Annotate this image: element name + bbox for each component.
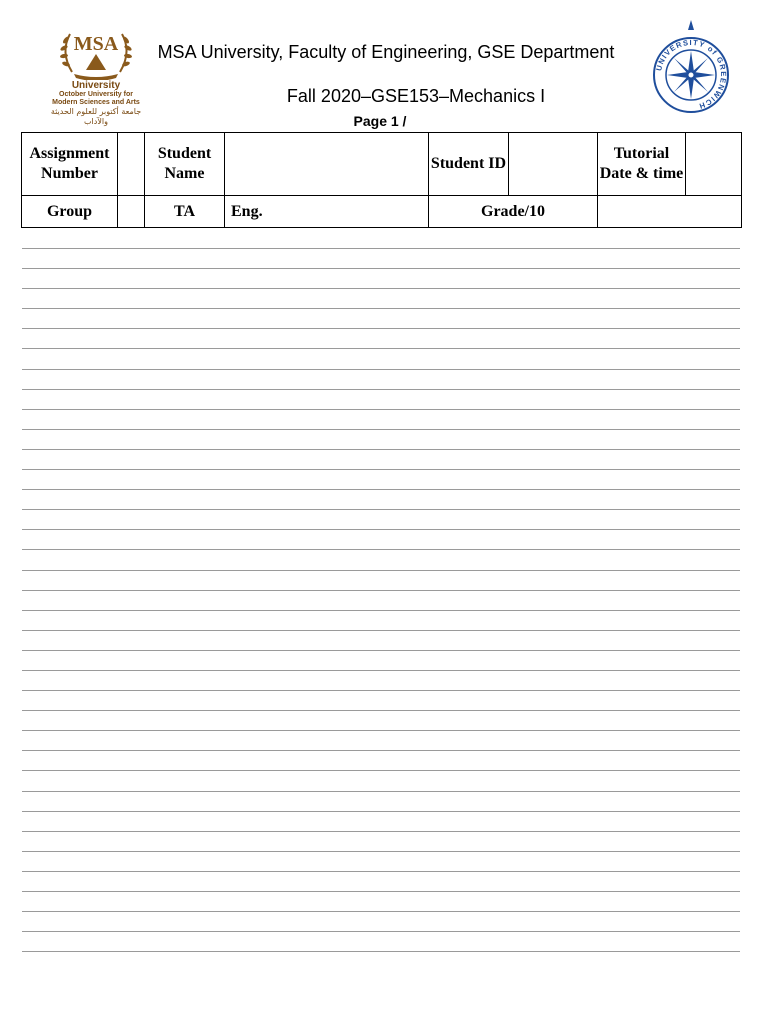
ruled-line: [22, 630, 740, 650]
student-id-field[interactable]: [509, 133, 598, 196]
ruled-line: [22, 409, 740, 429]
msa-logo-mark: MSA: [73, 33, 119, 55]
ruled-line: [22, 248, 740, 268]
course-title: Fall 2020–GSE153–Mechanics I: [286, 86, 546, 106]
msa-laurel-emblem: [56, 28, 136, 80]
ruled-line: [22, 951, 740, 971]
msa-university-logo: [40, 28, 152, 124]
group-label: Group: [22, 196, 118, 228]
msa-logo-line2: October University for: [59, 91, 133, 98]
ruled-line: [22, 429, 740, 449]
ruled-line: [22, 449, 740, 469]
ruled-line: [22, 590, 740, 610]
ruled-line: [22, 891, 740, 911]
ruled-line: [22, 529, 740, 549]
ruled-line: [22, 750, 740, 770]
ruled-line: [22, 911, 740, 931]
ruled-line: [22, 348, 740, 368]
student-info-table: [21, 132, 742, 228]
student-id-label: Student ID: [429, 133, 509, 196]
ruled-line: [22, 369, 740, 389]
page-number: Page 1 /: [353, 113, 407, 129]
ruled-line: [22, 851, 740, 871]
msa-logo-arabic: جامعة أكتوبر للعلوم الحديثة والآداب: [50, 107, 142, 126]
ruled-writing-area[interactable]: [22, 248, 740, 971]
ruled-line: [22, 549, 740, 569]
greenwich-university-logo: [650, 18, 732, 118]
ruled-line: [22, 710, 740, 730]
ta-eng-field[interactable]: Eng.: [225, 196, 429, 228]
ruled-line: [22, 469, 740, 489]
assignment-number-field[interactable]: [118, 133, 145, 196]
ruled-line: [22, 931, 740, 951]
ruled-line: [22, 328, 740, 348]
greenwich-compass-emblem: [650, 18, 732, 118]
ruled-line: [22, 570, 740, 590]
tutorial-date-field[interactable]: [686, 133, 742, 196]
ruled-line: [22, 690, 740, 710]
document-title: MSA University, Faculty of Engineering, GSE Department: [157, 42, 615, 62]
msa-logo-line3: Modern Sciences and Arts: [52, 99, 140, 106]
ruled-line: [22, 509, 740, 529]
ruled-line: [22, 811, 740, 831]
msa-logo-university: University: [71, 80, 121, 91]
ruled-line: [22, 288, 740, 308]
ruled-line: [22, 770, 740, 790]
ta-label: TA: [145, 196, 225, 228]
grade-label: Grade/10: [429, 196, 598, 228]
greenwich-ring-text: UNIVERSITY of GREENWICH: [654, 37, 729, 112]
ruled-line: [22, 389, 740, 409]
group-field[interactable]: [118, 196, 145, 228]
ruled-line: [22, 871, 740, 891]
ruled-line: [22, 831, 740, 851]
ruled-line: [22, 670, 740, 690]
ruled-line: [22, 268, 740, 288]
ruled-line: [22, 791, 740, 811]
student-name-field[interactable]: [225, 133, 429, 196]
ruled-line: [22, 650, 740, 670]
grade-field[interactable]: [598, 196, 742, 228]
ruled-line: [22, 610, 740, 630]
ruled-line: [22, 730, 740, 750]
assignment-number-label: Assignment Number: [22, 133, 118, 196]
tutorial-date-label: Tutorial Date & time: [598, 133, 686, 196]
ruled-line: [22, 308, 740, 328]
ruled-line: [22, 489, 740, 509]
student-name-label: Student Name: [145, 133, 225, 196]
